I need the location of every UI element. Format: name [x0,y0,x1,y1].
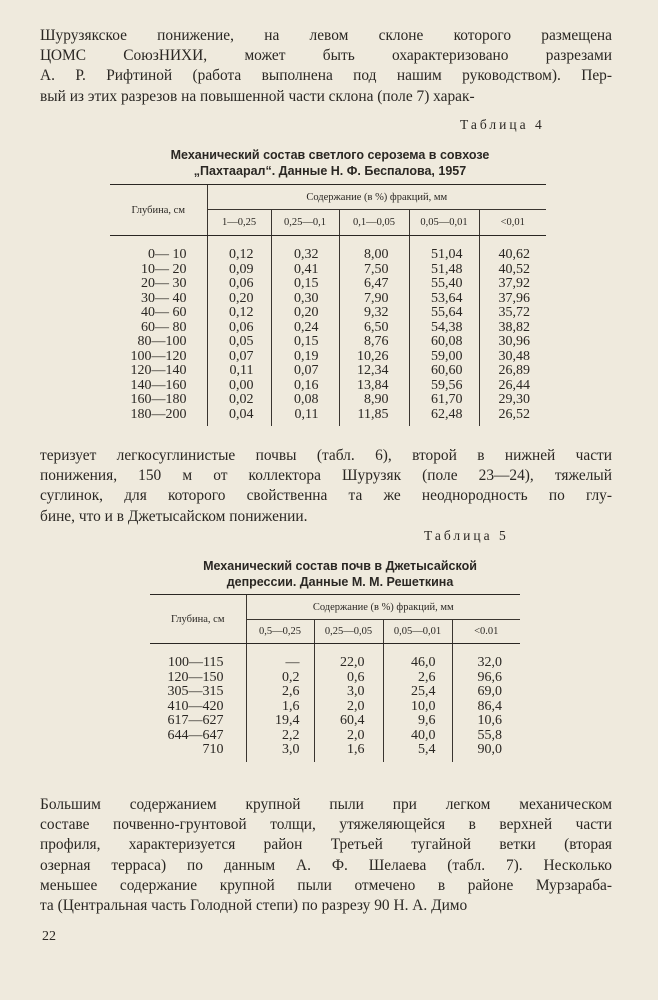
table-row [110,263,546,278]
text-line: А. Р. Рифтиной (работа выполнена под нашим руководством). Пер- [40,67,612,85]
value-cell: 2,6 [246,685,314,700]
table-5-title [130,558,550,590]
value-cell: 3,0 [314,685,383,700]
value-cell: 51,04 [409,248,479,263]
value-cell: 8,90 [339,393,409,408]
table-4-group-header: Содержание (в %) фракций, мм [207,185,546,210]
table-row [110,393,546,408]
value-cell: 0,24 [271,321,339,336]
column-header: 0,1—0,05 [339,210,409,236]
value-cell: 0,6 [314,671,383,686]
table-4-title [100,147,560,179]
value-cell: 37,92 [479,277,546,292]
depth-cell: 140—160 [130,377,187,393]
depth-cell: 160—180 [130,392,187,407]
value-cell: 29,30 [479,393,546,408]
value-cell: 0,19 [271,350,339,365]
table-4-title-line-2: „Пахтаарал“. Данные Н. Ф. Беспалова, 1957 [193,164,467,178]
value-cell: 59,00 [409,350,479,365]
value-cell: 51,48 [409,263,479,278]
table-row [110,335,546,350]
depth-cell: 644—647 [167,727,224,743]
table-5 [150,594,520,762]
value-cell: 0,08 [271,393,339,408]
column-header: <0,01 [479,210,546,236]
value-cell: 22,0 [314,656,383,671]
column-header: 0,25—0,1 [271,210,339,236]
table-4-title-line-1: Механический состав светлого серозема в совхозе [170,148,490,162]
table-4-label: Таблица 4 [460,117,545,132]
value-cell: 10,6 [452,714,520,729]
table-5-depth-header: Глубина, см [150,595,246,644]
text-line: вый из этих разрезов на повышенной части склона (поле 7) харак- [40,87,475,105]
text-line: понижения, 150 м от коллектора Шурузяк (поле 23—24), тяжелый [40,467,612,485]
depth-cell: 120—140 [130,363,187,378]
value-cell: 0,04 [207,408,271,427]
table-row [110,292,546,307]
table-row [110,306,546,321]
value-cell: 0,20 [207,292,271,307]
value-cell: 12,34 [339,364,409,379]
page-number: 22 [42,929,56,944]
value-cell: 2,2 [246,729,314,744]
depth-cell: 100—115 [168,655,224,670]
value-cell: 0,20 [271,306,339,321]
value-cell: 40,0 [383,729,452,744]
value-cell: 0,12 [207,248,271,263]
value-cell: 19,4 [246,714,314,729]
depth-cell: 0— 10 [148,247,187,262]
table-row [110,379,546,394]
table-5-label: Таблица 5 [424,528,509,543]
table-row [150,685,520,700]
value-cell: 5,4 [383,743,452,762]
value-cell: 40,62 [479,248,546,263]
value-cell: 35,72 [479,306,546,321]
value-cell: 26,44 [479,379,546,394]
table-5-title-line-1: Механический состав почв в Джетысайской [203,559,477,573]
table-row [150,729,520,744]
value-cell: 1,6 [314,743,383,762]
value-cell: 38,82 [479,321,546,336]
value-cell: 60,08 [409,335,479,350]
value-cell: 25,4 [383,685,452,700]
table-row [150,671,520,686]
column-header: 0,05—0,01 [383,620,452,644]
value-cell: 0,07 [207,350,271,365]
table-5-group-header: Содержание (в %) фракций, мм [246,595,520,620]
text-line: озерная терраса) по данным А. Ф. Шелаева (табл. 7). Несколько [40,856,612,874]
depth-cell: 120—150 [167,669,224,685]
table-5-title-line-2: депрессии. Данные М. М. Решеткина [226,575,454,589]
table-4-depth-header: Глубина, см [110,185,207,236]
column-header: 0,5—0,25 [246,620,314,644]
value-cell: 86,4 [452,700,520,715]
value-cell: 3,0 [246,743,314,762]
value-cell: 62,48 [409,408,479,427]
table-row [150,714,520,729]
depth-cell: 80—100 [137,334,187,349]
depth-cell: 10— 20 [141,261,187,277]
value-cell: 0,16 [271,379,339,394]
value-cell: 1,6 [246,700,314,715]
value-cell: 46,0 [383,656,452,671]
column-header: 0,25—0,05 [314,620,383,644]
value-cell: 0,11 [207,364,271,379]
depth-cell: 20— 30 [141,276,187,291]
value-cell: 0,2 [246,671,314,686]
text-line: ЦОМС СоюзНИХИ, может быть охарактеризовано разрезами [40,47,612,65]
value-cell: 0,06 [207,277,271,292]
column-header: 1—0,25 [207,210,271,236]
table-row [150,656,520,671]
value-cell: 30,96 [479,335,546,350]
value-cell: 6,50 [339,321,409,336]
value-cell: 32,0 [452,656,520,671]
depth-cell: 60— 80 [141,319,187,335]
value-cell: 0,15 [271,335,339,350]
value-cell: 61,70 [409,393,479,408]
table-row [110,321,546,336]
value-cell: 7,90 [339,292,409,307]
paragraph-2 [40,446,612,527]
value-cell: 0,11 [271,408,339,427]
value-cell: 26,89 [479,364,546,379]
text-line: та (Центральная часть Голодной степи) по разрезу 90 Н. А. Димо [40,897,468,915]
depth-cell: 180—200 [130,406,187,422]
value-cell: 90,0 [452,743,520,762]
value-cell: 2,0 [314,700,383,715]
table-4 [110,184,546,426]
paragraph-1 [40,26,612,107]
depth-cell: 410—420 [167,698,224,714]
depth-cell: 40— 60 [141,305,187,320]
value-cell: 6,47 [339,277,409,292]
value-cell: 54,38 [409,321,479,336]
value-cell: 53,64 [409,292,479,307]
value-cell: 37,96 [479,292,546,307]
table-row [110,277,546,292]
value-cell: 0,05 [207,335,271,350]
value-cell: 9,32 [339,306,409,321]
table-row [110,248,546,263]
value-cell: 60,4 [314,714,383,729]
value-cell: 60,60 [409,364,479,379]
value-cell: 55,64 [409,306,479,321]
column-header: 0,05—0,01 [409,210,479,236]
value-cell: 96,6 [452,671,520,686]
value-cell: 2,6 [383,671,452,686]
depth-cell: 617—627 [167,713,224,728]
table-row [150,700,520,715]
value-cell: 69,0 [452,685,520,700]
value-cell: 59,56 [409,379,479,394]
value-cell: 0,00 [207,379,271,394]
paragraph-3 [40,795,612,916]
value-cell: 13,84 [339,379,409,394]
depth-cell: 305—315 [167,684,224,699]
value-cell: 10,0 [383,700,452,715]
value-cell: 0,02 [207,393,271,408]
text-line: Шурузякское понижение, на левом склоне которого размещена [40,27,612,44]
value-cell: 7,50 [339,263,409,278]
value-cell: 11,85 [339,408,409,427]
value-cell: — [246,656,314,671]
value-cell: 40,52 [479,263,546,278]
value-cell: 55,8 [452,729,520,744]
text-line: составе почвенно-грунтовой толщи, утяжеляющейся в верхней части [40,816,612,834]
value-cell: 0,32 [271,248,339,263]
value-cell: 26,52 [479,408,546,427]
value-cell: 0,12 [207,306,271,321]
value-cell: 10,26 [339,350,409,365]
table-row [110,364,546,379]
column-header: <0.01 [452,620,520,644]
value-cell: 0,41 [271,263,339,278]
value-cell: 0,15 [271,277,339,292]
text-line: суглинок, для которого свойственна та же неоднородность по глу- [40,487,612,505]
text-line: Большим содержанием крупной пыли при легком механическом [40,796,612,813]
value-cell: 9,6 [383,714,452,729]
text-line: бине, что и в Джетысайском понижении. [40,507,308,525]
value-cell: 8,76 [339,335,409,350]
value-cell: 2,0 [314,729,383,744]
text-line: теризует легкосуглинистые почвы (табл. 6), второй в нижней части [40,447,612,464]
table-row [110,350,546,365]
text-line: меньшее содержание крупной пыли отмечено в районе Мурзараба- [40,876,612,894]
value-cell: 8,00 [339,248,409,263]
value-cell: 55,40 [409,277,479,292]
value-cell: 30,48 [479,350,546,365]
value-cell: 0,06 [207,321,271,336]
table-row [150,743,520,762]
depth-cell: 100—120 [130,348,187,364]
text-line: профиля, характеризуется район Третьей тугайной ветки (вторая [40,836,612,854]
table-row [110,408,546,427]
value-cell: 0,07 [271,364,339,379]
depth-cell: 30— 40 [141,290,187,306]
depth-cell: 710 [202,742,224,757]
value-cell: 0,09 [207,263,271,278]
value-cell: 0,30 [271,292,339,307]
